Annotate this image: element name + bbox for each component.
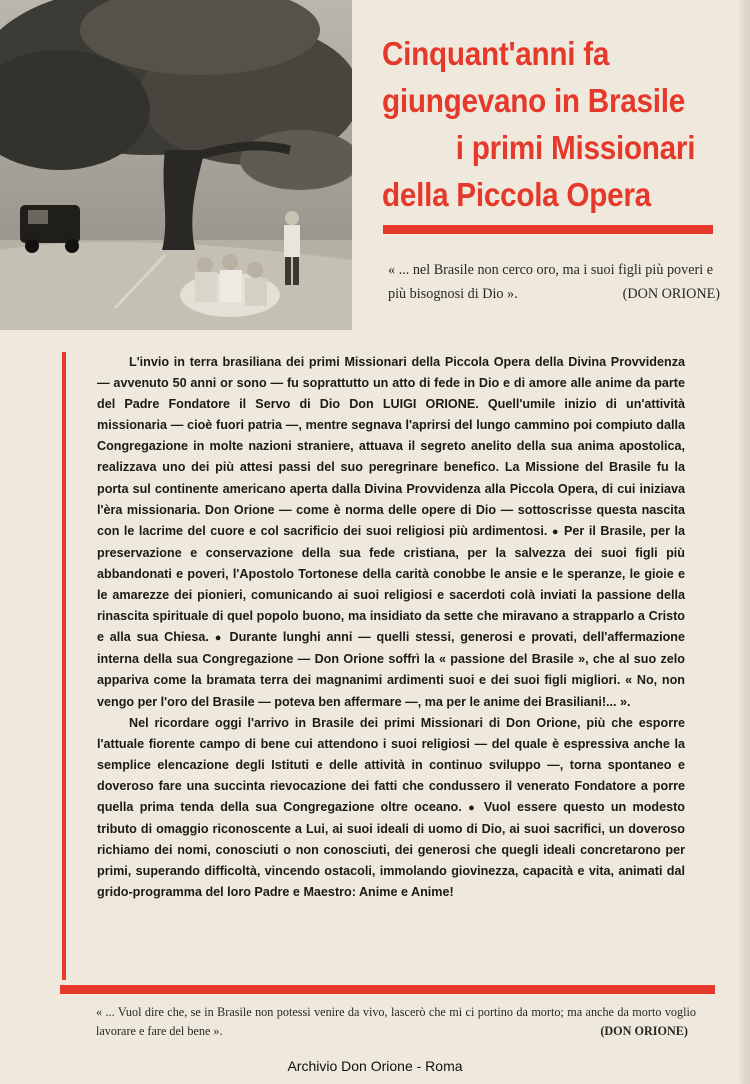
paragraph-1-part-c: Durante lunghi anni — quelli stessi, generosi e provati, dell'affermazione interna della sua Congregazione — Don Orione soffrì la « passione del Brasile », che al suo zelo appariva come la bramata terra dei magnanimi ardimenti suoi e dei suoi figli migliori. « No, non vengo per l'oro del Brasile — poteva ben affermare —, ma per le anime dei Brasiliani!... ».	[97, 630, 686, 709]
paragraph-1	[97, 352, 685, 713]
paragraph-1-part-a: L'invio in terra brasiliana dei primi Missionari della Piccola Opera della Divina Provvidenza — avvenuto 50 anni or sono — fu soprattutto un atto di fede in Dio e di amore alle anime da parte del Padre Fondatore il Servo di Dio Don LUIGI ORIONE. Quell'umile inizio di un'attività missionaria — cioè fuori patria —, mentre segnava l'aprirsi del lungo cammino poi compiuto dalla Congregazione in molte nazioni straniere, attuava il segreto anelito della sua anima apostolica, realizzava uno dei più attesi passi del suo peregrinare benefico. La Missione del Brasile fu la porta sul continente americano aperta dalla Divina Provvidenza alla Piccola Opera, di cui iniziava l'èra missionaria. Don Orione — come è norma delle opere di Dio — sottoscrisse questa nascita con le lacrime del cuore e col sacrificio dei suoi religiosi più ardimentosi.	[97, 355, 685, 538]
bullet-icon: ●	[551, 525, 560, 538]
tree-photo-illustration	[0, 0, 352, 330]
headline	[382, 30, 722, 218]
bullet-icon: ●	[468, 801, 478, 814]
bottom-red-rule	[60, 985, 715, 994]
paragraph-1-part-b: Per il Brasile, per la preservazione e conservazione della sua fede cristiana, per la salvezza dei suoi figli più abbandonati e poveri, l'Apostolo Tortonese della carità conobbe le ansie e le speranze, le gioie e le amarezze dei pionieri, comunicando ai suoi religiosi e sacerdoti colà inviati la passione della rinascita spirituale di quel popolo buono, ma insidiato da sette che miravano a strapparlo a Cristo e alla sua Chiesa.	[97, 523, 686, 645]
paragraph-2	[97, 713, 685, 904]
bullet-icon: ●	[214, 632, 224, 645]
page-edge	[740, 0, 750, 1084]
top-quote-text: « ... nel Brasile non cerco oro, ma i suoi figli più poveri e più bisognosi di Dio ».	[388, 262, 714, 302]
paragraph-2-part-b: Vuol essere questo un modesto tributo di omaggio riconoscente a Lui, ai suoi ideali di uomo di Dio, ai suoi sacrifici, un doveroso richiamo dei nomi, conosciuti o non conosciuti, dei generosi che quegli ideali concretarono per primi, superando difficoltà, vincendo ostacoli, immolando giovinezza, capacità e vita, animati dal grido-programma del loro Padre e Maestro: Anime e Anime!	[97, 799, 686, 900]
bottom-quote-author: (DON ORIONE)	[600, 1024, 688, 1038]
headline-line-2: giungevano in Brasile	[382, 82, 685, 119]
historical-photo	[0, 0, 352, 330]
headline-line-1: Cinquant'anni fa	[382, 35, 610, 72]
top-quote	[388, 258, 720, 306]
headline-line-4: della Piccola Opera	[382, 176, 651, 213]
archive-footer: Archivio Don Orione - Roma	[287, 1058, 463, 1074]
bottom-quote	[96, 1003, 696, 1041]
body-text	[97, 352, 685, 903]
top-red-rule	[383, 225, 713, 234]
paragraph-2-part-a: Nel ricordare oggi l'arrivo in Brasile dei primi Missionari di Don Orione, più che esporre l'attuale fiorente campo di bene cui attendono i suoi religiosi — del quale è espressiva anche la semplice elencazione degli Istituti e delle attività in continuo sviluppo —, torna spontaneo e doveroso fare una succinta rievocazione dei fatti che condussero il venerato Fondatore a porre quella prima tenda della sua Congregazione oltre oceano.	[97, 715, 685, 814]
bottom-quote-text: « ... Vuol dire che, se in Brasile non potessi venire da vivo, lascerò che mi ci portino da morto; ma anche da morto voglio lavorare e fare del bene ».	[96, 1005, 696, 1038]
headline-line-3: i primi Missionari	[455, 129, 696, 166]
top-quote-author: (DON ORIONE)	[622, 286, 720, 302]
